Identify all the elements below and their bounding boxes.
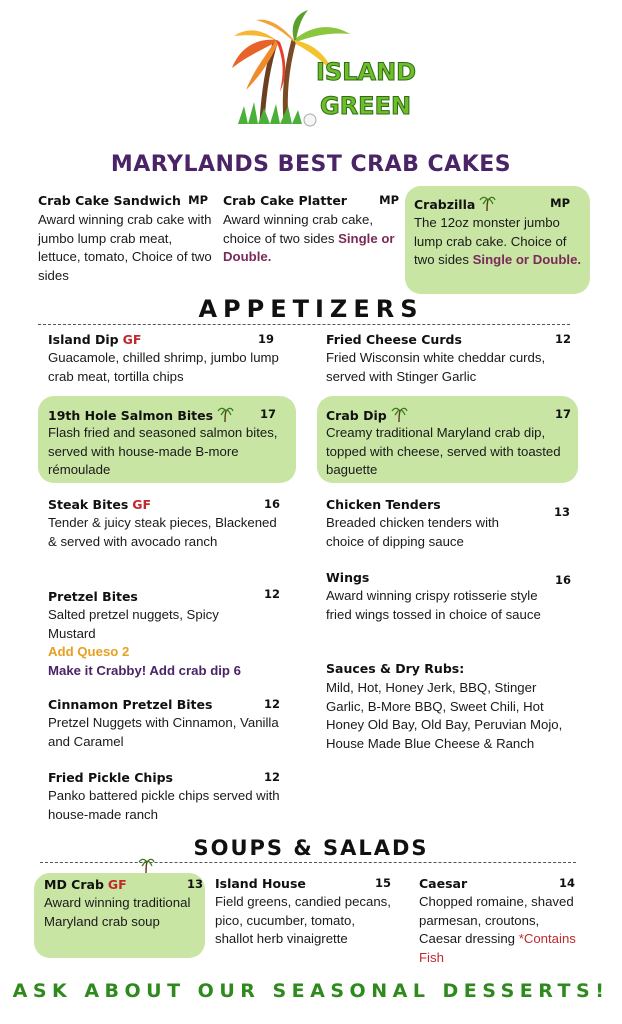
palm-tree-icon [479, 194, 495, 212]
menu-item-crab-cake-platter [223, 193, 399, 267]
item-name: MD Crab [44, 877, 104, 892]
item-price: 12 [264, 587, 281, 601]
item-price: 14 [559, 876, 576, 890]
item-name: Crab Dip [326, 408, 387, 423]
menu-item-chicken-tenders [326, 497, 572, 551]
item-name: Steak Bites [48, 497, 129, 512]
appetizers-divider [38, 324, 570, 325]
gluten-free-badge: GF [122, 332, 142, 347]
palm-tree-icon [138, 856, 154, 874]
seasonal-desserts-banner: ASK ABOUT OUR SEASONAL DESSERTS! [12, 980, 610, 1002]
item-name: 19th Hole Salmon Bites [48, 408, 214, 423]
item-name: Crab Cake Platter [223, 193, 347, 208]
item-description: Tender & juicy steak pieces, Blackened & served with avocado ranch [48, 515, 277, 549]
item-price: 17 [260, 407, 277, 421]
menu-item-island-dip [48, 332, 288, 386]
item-description: Salted pretzel nuggets, Spicy Mustard [48, 607, 219, 641]
item-price: 13 [187, 877, 204, 891]
item-price: 12 [264, 697, 281, 711]
menu-item-caesar [419, 876, 589, 967]
menu-item-crab-cake-sandwich [38, 193, 212, 285]
item-description: Award winning crab cake with jumbo lump crab meat, lettuce, tomato, Choice of two sides [38, 212, 212, 283]
item-price: 12 [264, 770, 281, 784]
item-price: MP [379, 193, 399, 207]
item-price: 17 [555, 407, 572, 421]
menu-item-md-crab [34, 873, 205, 958]
item-price: 13 [554, 505, 571, 519]
menu-item-cinnamon-pretzel-bites [48, 697, 288, 751]
gluten-free-badge: GF [132, 497, 152, 512]
item-price: MP [550, 196, 570, 210]
item-price: 16 [555, 573, 572, 587]
appetizers-title: APPETIZERS [198, 295, 424, 323]
palm-tree-icon [391, 405, 407, 423]
logo-text-island: ISLAND [316, 58, 417, 86]
item-description: Field greens, candied pecans, pico, cucumber, tomato, shallot herb vinaigrette [215, 894, 391, 946]
item-name: Crabzilla [414, 197, 476, 212]
item-name: Fried Cheese Curds [326, 332, 462, 347]
item-name: Cinnamon Pretzel Bites [48, 697, 213, 712]
item-description: The 12oz monster jumbo lump crab cake. Choice of two sides Single or Double. [414, 215, 582, 267]
item-price: 19 [258, 332, 275, 346]
palm-tree-logo-icon [224, 10, 417, 130]
gluten-free-badge: GF [107, 877, 127, 892]
item-price: 16 [264, 497, 281, 511]
menu-item-pretzel-bites [48, 587, 288, 680]
item-name: Island Dip [48, 332, 119, 347]
item-name: Sauces & Dry Rubs: [326, 661, 465, 676]
palm-tree-icon [217, 405, 233, 423]
item-name: Crab Cake Sandwich [38, 193, 181, 208]
item-highlight: Single or Double. [472, 252, 582, 267]
logo-text-green: GREEN [320, 92, 412, 120]
menu-item-steak-bites [48, 497, 288, 551]
menu-item-island-house [215, 876, 391, 949]
item-description: Award winning traditional Maryland crab soup [44, 895, 191, 929]
item-description: Pretzel Nuggets with Cinnamon, Vanilla and Caramel [48, 715, 279, 749]
item-name: Fried Pickle Chips [48, 770, 173, 785]
menu-item-crab-dip [317, 396, 578, 483]
item-description: Award winning crab cake, choice of two sides Single or Double. [223, 212, 395, 264]
item-price: 12 [555, 332, 572, 346]
item-description: Flash fried and seasoned salmon bites, served with house-made B-more rémoulade [48, 425, 278, 477]
soups-salads-title: SOUPS & SALADS [193, 836, 429, 860]
addon-crab-dip: Make it Crabby! Add crab dip 6 [48, 662, 241, 678]
item-description: Fried Wisconsin white cheddar curds, served with Stinger Garlic [326, 350, 546, 384]
item-name: Chicken Tenders [326, 497, 441, 512]
item-description: Award winning crispy rotisserie style fried wings tossed in choice of sauce [326, 588, 541, 622]
item-description: Mild, Hot, Honey Jerk, BBQ, Stinger Garlic, B-More BBQ, Sweet Chili, Hot Honey Old Bay, Old Bay, Peruvian Mojo, House Made Blue Cheese & Ranch [326, 680, 563, 751]
menu-item-fried-cheese-curds [326, 332, 572, 386]
item-description: Chopped romaine, shaved parmesan, croutons, Caesar dressing *Contains Fish [419, 894, 576, 965]
item-price: 15 [375, 876, 392, 890]
crab-section-title: MARYLANDS BEST CRAB CAKES [110, 152, 512, 177]
item-description: Breaded chicken tenders with choice of dipping sauce [326, 515, 500, 549]
soups-divider [40, 862, 576, 863]
sauces-and-dry-rubs [326, 661, 566, 753]
contains-fish-note: *Contains Fish [419, 931, 576, 965]
item-name: Wings [326, 570, 370, 585]
addon-queso: Add Queso 2 [48, 644, 130, 659]
item-description: Panko battered pickle chips served with house-made ranch [48, 788, 280, 822]
item-price: MP [188, 193, 208, 207]
item-name: Caesar [419, 876, 468, 891]
menu-item-salmon-bites [38, 396, 296, 483]
menu-item-crabzilla [405, 186, 590, 294]
island-green-logo [224, 10, 417, 130]
item-name: Island House [215, 876, 306, 891]
menu-item-fried-pickle-chips [48, 770, 288, 824]
item-name: Pretzel Bites [48, 589, 138, 604]
menu-item-wings [326, 570, 572, 624]
item-description: Guacamole, chilled shrimp, jumbo lump crab meat, tortilla chips [48, 350, 279, 384]
item-description: Creamy traditional Maryland crab dip, topped with cheese, served with toasted baguette [326, 425, 561, 477]
item-highlight: Single or Double. [223, 230, 395, 264]
